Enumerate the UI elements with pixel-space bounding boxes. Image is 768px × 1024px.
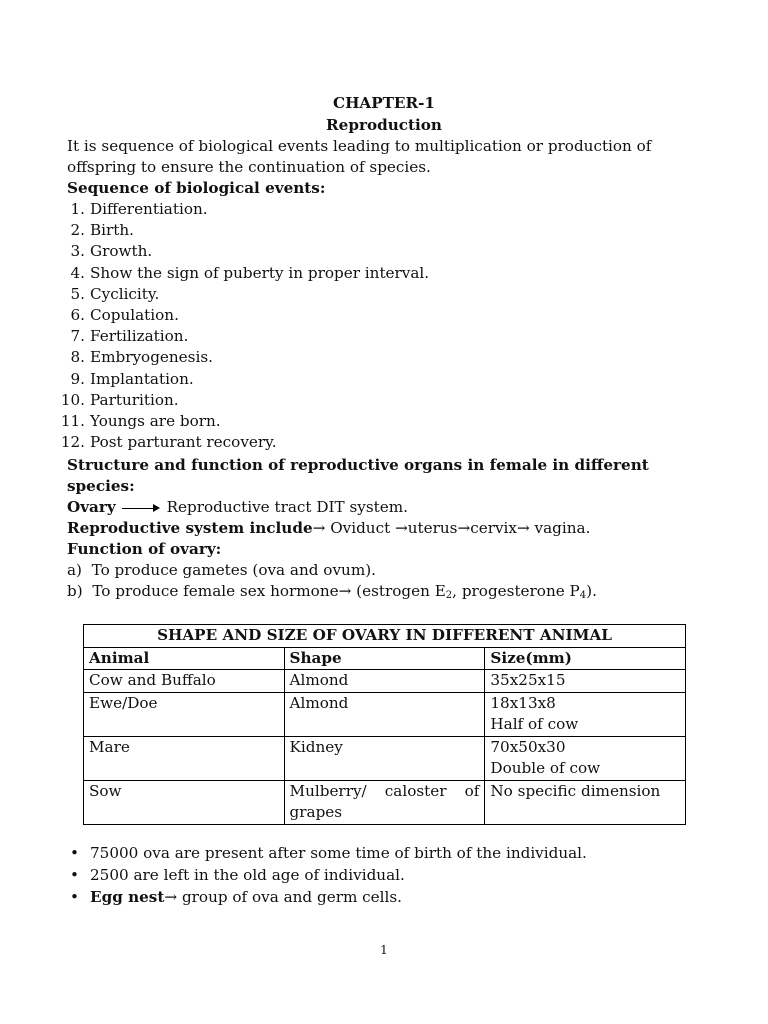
cell-size: No specific dimension bbox=[485, 780, 686, 824]
repro-system-line bbox=[67, 518, 590, 539]
table-caption: SHAPE AND SIZE OF OVARY IN DIFFERENT ANIMAL bbox=[84, 625, 686, 648]
sequence-list bbox=[60, 199, 430, 453]
cell-animal: Mare bbox=[84, 736, 285, 780]
list-text: Cyclicity. bbox=[90, 284, 160, 303]
size-line: Half of cow bbox=[490, 715, 579, 733]
egg-nest-label: Egg nest bbox=[90, 888, 165, 906]
list-marker: a) bbox=[67, 561, 82, 579]
shape-word: of bbox=[464, 781, 480, 800]
long-arrow-icon bbox=[122, 508, 158, 509]
function-a-text: To produce gametes (ova and ovum). bbox=[91, 561, 376, 579]
right-arrow-icon: → bbox=[164, 888, 178, 906]
list-text: Youngs are born. bbox=[90, 412, 221, 431]
subscript: 4 bbox=[579, 590, 587, 601]
cell-animal: Sow bbox=[84, 780, 285, 824]
list-text: Parturition. bbox=[90, 390, 179, 409]
list-number: 12. bbox=[60, 433, 85, 452]
list-number: 6. bbox=[70, 306, 85, 325]
list-text: Copulation. bbox=[90, 306, 179, 325]
repro-part: Oviduct bbox=[330, 519, 391, 537]
cell-size: 35x25x15 bbox=[485, 670, 686, 693]
chapter-title: Reproduction bbox=[326, 116, 442, 134]
hormone-text: ). bbox=[586, 582, 597, 600]
chapter-number: CHAPTER-1 bbox=[332, 94, 435, 112]
shape-line: grapes bbox=[289, 803, 343, 821]
list-text: Implantation. bbox=[90, 369, 194, 388]
list-item: • 2500 are left in the old age of individual. bbox=[67, 864, 587, 886]
repro-part: cervix bbox=[470, 519, 517, 537]
cell-shape bbox=[284, 780, 485, 824]
function-b-text: To produce female sex hormone bbox=[92, 582, 339, 600]
size-line: 18x13x8 bbox=[490, 693, 556, 712]
ovary-line bbox=[67, 497, 408, 518]
table-row bbox=[84, 780, 686, 824]
intro-line-2: offspring to ensure the continuation of species. bbox=[67, 158, 431, 176]
cell-shape: Almond bbox=[284, 670, 485, 693]
list-text: Growth. bbox=[90, 242, 153, 261]
size-line: Double of cow bbox=[490, 759, 601, 777]
list-item bbox=[67, 369, 429, 390]
list-item bbox=[67, 220, 429, 241]
list-number: 7. bbox=[70, 327, 85, 346]
cell-animal: Ewe/Doe bbox=[84, 692, 285, 736]
list-item bbox=[67, 326, 429, 347]
repro-label: Reproductive system include bbox=[67, 519, 313, 537]
right-arrow-icon: → bbox=[312, 519, 326, 537]
table-header-row bbox=[84, 647, 686, 670]
list-item bbox=[60, 432, 429, 453]
list-marker: b) bbox=[67, 582, 83, 600]
ovary-table bbox=[83, 624, 686, 825]
table-row bbox=[84, 670, 686, 693]
list-text: Fertilization. bbox=[90, 327, 189, 346]
list-item: • 75000 ova are present after some time of birth of the individual. bbox=[67, 842, 587, 864]
ovary-text: Reproductive tract DIT system. bbox=[166, 498, 408, 516]
sequence-heading: Sequence of biological events: bbox=[67, 179, 326, 197]
list-item bbox=[67, 263, 429, 284]
list-number: 9. bbox=[70, 369, 85, 388]
list-text: Differentiation. bbox=[90, 200, 208, 218]
cell-size bbox=[485, 736, 686, 780]
list-item bbox=[67, 199, 429, 220]
right-arrow-icon: → bbox=[395, 519, 408, 537]
function-b bbox=[67, 581, 597, 606]
list-text: Show the sign of puberty in proper interval. bbox=[90, 263, 430, 282]
right-arrow-icon: → bbox=[457, 519, 471, 537]
list-text: Birth. bbox=[90, 221, 134, 240]
ovary-label: Ovary bbox=[67, 498, 116, 516]
shape-word: caloster bbox=[384, 781, 447, 800]
list-number: 11. bbox=[60, 412, 85, 431]
list-number: 2. bbox=[70, 221, 85, 240]
hormone-text: (estrogen E bbox=[356, 582, 446, 600]
table-caption-row bbox=[84, 625, 686, 648]
column-header: Shape bbox=[284, 647, 485, 670]
size-line: 70x50x30 bbox=[490, 737, 566, 756]
intro-line-1: It is sequence of biological events leading to multiplication or production of bbox=[67, 137, 652, 155]
list-item bbox=[67, 886, 587, 908]
repro-part: vagina. bbox=[534, 519, 591, 537]
cell-animal: Cow and Buffalo bbox=[84, 670, 285, 693]
page-number: 1 bbox=[380, 943, 388, 957]
table-row bbox=[84, 692, 686, 736]
shape-word: Mulberry/ bbox=[289, 781, 367, 800]
list-item bbox=[67, 347, 429, 368]
list-item bbox=[60, 411, 429, 432]
list-text: Post parturant recovery. bbox=[90, 433, 277, 452]
right-arrow-icon: → bbox=[338, 582, 352, 600]
list-number: 5. bbox=[70, 284, 85, 303]
column-header: Size(mm) bbox=[485, 647, 686, 670]
list-number: 4. bbox=[70, 263, 85, 282]
list-number: 3. bbox=[70, 242, 85, 261]
list-number: 10. bbox=[60, 390, 85, 409]
cell-shape: Kidney bbox=[284, 736, 485, 780]
egg-nest-text: group of ova and germ cells. bbox=[181, 888, 403, 906]
hormone-text: , progesterone P bbox=[452, 582, 580, 600]
bullet-list bbox=[67, 842, 587, 908]
right-arrow-icon: → bbox=[516, 519, 530, 537]
list-item bbox=[67, 284, 429, 305]
table-row bbox=[84, 736, 686, 780]
column-header: Animal bbox=[84, 647, 285, 670]
repro-part: uterus bbox=[407, 519, 458, 537]
cell-size bbox=[485, 692, 686, 736]
list-item bbox=[67, 305, 429, 326]
list-item bbox=[67, 241, 429, 262]
structure-heading-line-1: Structure and function of reproductive organs in female in different bbox=[67, 456, 649, 474]
list-text: Embryogenesis. bbox=[90, 348, 213, 367]
shape-line bbox=[290, 781, 480, 803]
cell-shape: Almond bbox=[284, 692, 485, 736]
function-heading: Function of ovary: bbox=[67, 540, 222, 558]
subscript: 2 bbox=[445, 590, 453, 601]
list-number: 1. bbox=[70, 200, 85, 218]
list-item bbox=[60, 390, 429, 411]
list-number: 8. bbox=[70, 348, 85, 367]
function-a bbox=[67, 560, 376, 581]
structure-heading-line-2: species: bbox=[67, 477, 135, 495]
